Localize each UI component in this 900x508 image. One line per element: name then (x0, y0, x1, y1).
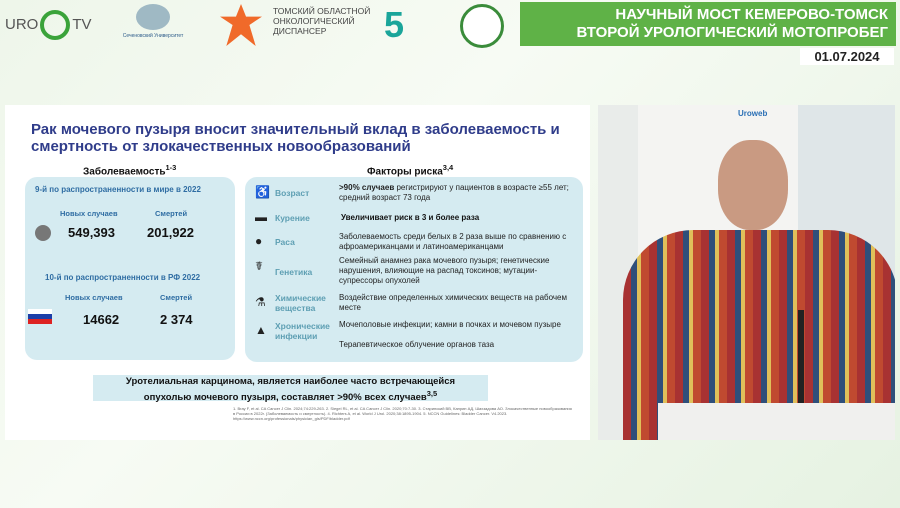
urotv-logo: URO TV (5, 10, 92, 40)
conclusion-box (93, 375, 488, 404)
references: 1. Bray F, et al. CA Cancer J Clin. 2024;74:229-263. 2. Siegel RL, et al. CA Cancer J Clin. 2020;70:7-30. 3. Старинский ВВ, Каприн АД, Шахзадова АО. Злокачественные новообразования в России в 2022г. (Заболеваемость и смертность). 4. Richters A, et al. World J Urol. 2020;38:1895-1904. 5. NCCN Guidelines: Bladder Cancer. V4.2023. https://www.nccn.org/professionals/physician_gls/PDF/bladder.pdf (233, 406, 572, 421)
slide-title: Рак мочевого пузыря вносит значительный вклад в заболеваемость и смертность от злокачественных новообразований (31, 121, 560, 155)
flask-icon: ⚗ (255, 295, 266, 309)
rf-deaths-value: 2 374 (160, 312, 193, 327)
fifty-logo: 5 (384, 4, 405, 45)
risk-factor-race: Раса (275, 237, 295, 247)
risk-sup: 3,4 (442, 163, 454, 172)
risk-heading (367, 163, 453, 177)
risk-text-radiation: Терапевтическое облучение органов таза (339, 340, 495, 349)
risk-text-smoking: Увеличивает риск в 3 и более раза (341, 213, 480, 222)
risk-heading-text: Факторы риска (367, 166, 443, 178)
risk-text-chemicals: Воздействие определенных химических веществ на рабочем месте (339, 293, 568, 312)
people-icon: ● (255, 234, 263, 248)
tomsk-text: ТОМСКИЙ ОБЛАСТНОЙ ОНКОЛОГИЧЕСКИЙ ДИСПАНСЕР (273, 6, 371, 36)
conclusion-sup: 3,5 (426, 389, 438, 398)
rf-deaths-label: Смертей (160, 293, 193, 302)
presentation-slide (5, 105, 590, 440)
risk-factor-infections: Хронические инфекции (275, 321, 330, 341)
rf-new-label: Новых случаев (65, 293, 123, 302)
world-deaths-label: Смертей (155, 209, 188, 218)
risk-box (245, 177, 583, 362)
world-new-value: 549,393 (68, 225, 115, 240)
elderly-person-icon: ♿ (255, 185, 270, 199)
sechenov-text: Сеченовский Университет (122, 33, 184, 39)
speaker-video (598, 105, 895, 440)
rf-label: 10-й по распространенности в РФ 2022 (45, 273, 201, 282)
world-deaths-value: 201,922 (147, 225, 194, 240)
incidence-heading (83, 163, 176, 177)
risk-factor-genetics: Генетика (275, 267, 313, 277)
risk-factor-age: Возраст (275, 188, 310, 198)
risk-factor-chemicals: Химические вещества (275, 293, 326, 313)
biohazard-icon: ▲ (255, 323, 267, 337)
cigarette-icon: ▬ (255, 210, 267, 224)
event-date: 01.07.2024 (800, 48, 894, 65)
podium (658, 403, 895, 440)
seal-logo (460, 4, 504, 48)
risk-text-genetics: Семейный анамнез рака мочевого пузыря; генетические нарушения, влияющие на распад токсинов; мутации-супрессоры опухолей (339, 256, 550, 285)
sechenov-logo (118, 4, 188, 39)
risk-text-infections: Мочеполовые инфекции; камни в почках и мочевом пузыре (339, 320, 561, 329)
rf-new-value: 14662 (83, 312, 120, 327)
incidence-sup: 1-3 (165, 163, 177, 172)
risk-text-age-bold: >90% случаев (339, 183, 395, 192)
conclusion-line-1: Уротелиальная карцинома, является наиболее часто встречающейся (125, 376, 456, 387)
risk-text-age-rest: регистрируют у пациентов в возрасте ≥55 лет; средний возраст 73 года (339, 183, 569, 202)
dna-icon: ☤ (255, 259, 264, 273)
risk-text-age (339, 183, 574, 203)
banner-line-2: ВТОРОЙ УРОЛОГИЧЕСКИЙ МОТОПРОБЕГ (576, 24, 888, 41)
speaker-head (718, 140, 788, 230)
risk-text-race: Заболеваемость среди белых в 2 раза выше по сравнению с афроамериканцами и латиноамериканцами (339, 232, 567, 251)
event-banner (520, 2, 896, 46)
conclusion-line-2: опухолью мочевого пузыря, составляет >90% всех случаев (143, 392, 427, 404)
banner-line-1: НАУЧНЫЙ МОСТ КЕМЕРОВО-ТОМСК (615, 6, 888, 23)
globe-icon (35, 225, 51, 241)
microphone-icon (798, 310, 804, 410)
uroweb-text: Uroweb (738, 109, 768, 118)
russia-flag-icon (28, 309, 52, 324)
incidence-heading-text: Заболеваемость (83, 166, 166, 178)
incidence-box (25, 177, 235, 360)
risk-factor-smoking: Курение (275, 213, 310, 223)
world-new-label: Новых случаев (60, 209, 118, 218)
world-label: 9-й по распространенности в мире в 2022 (35, 185, 201, 194)
sponsor-logos (0, 0, 520, 55)
